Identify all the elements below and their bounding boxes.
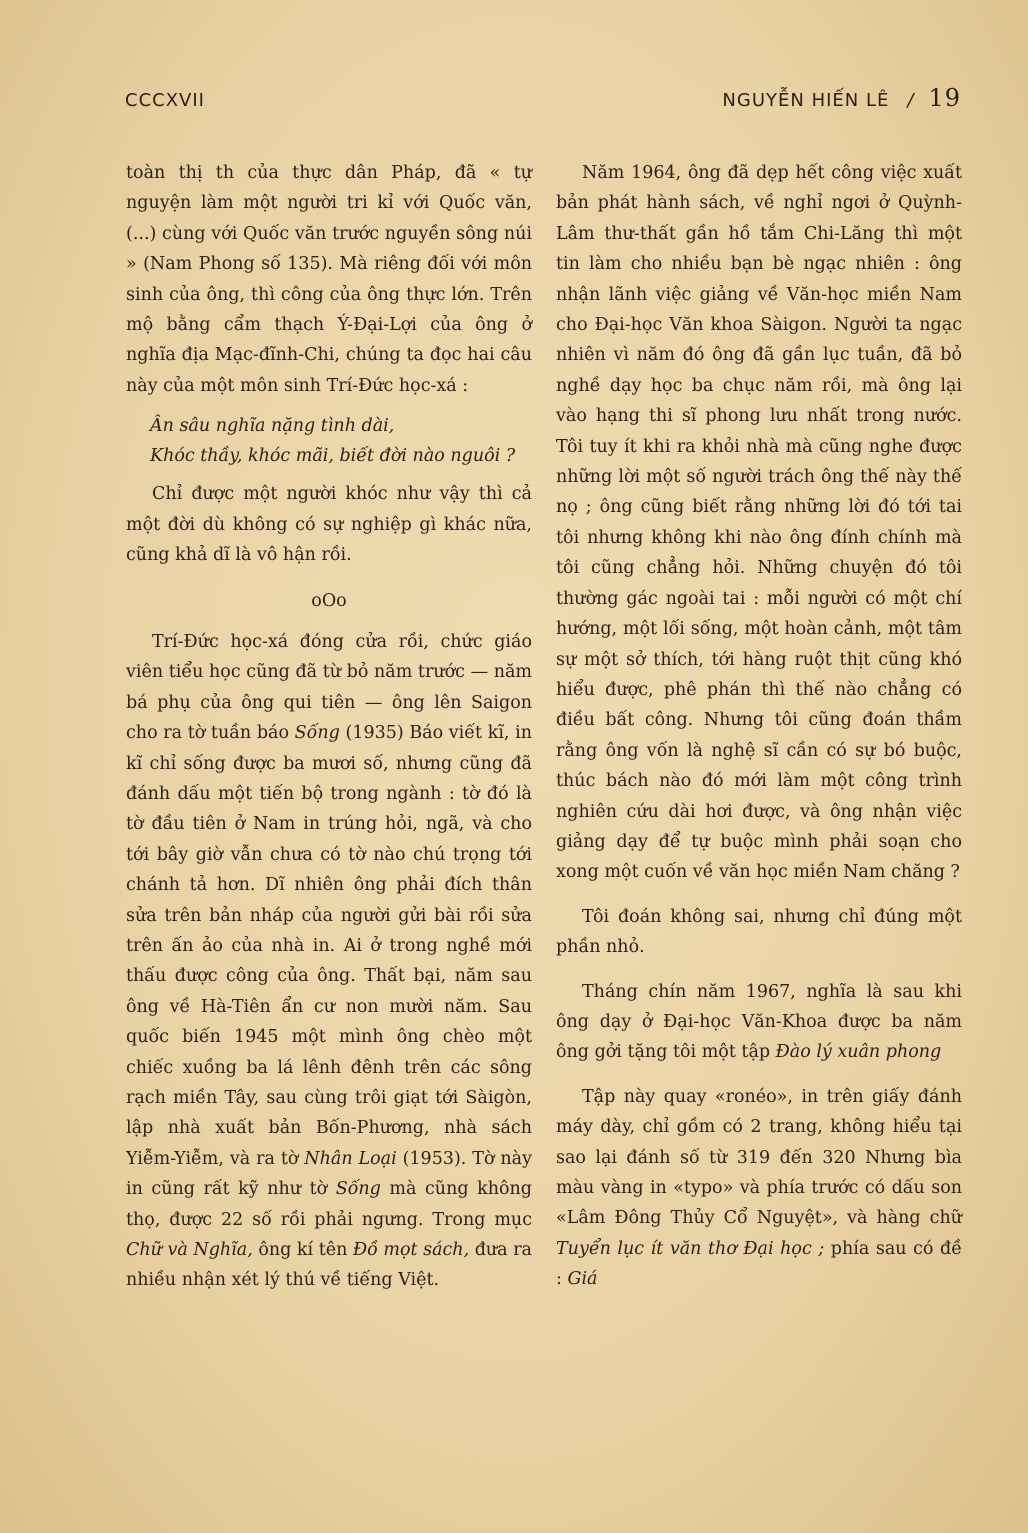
paragraph: Năm 1964, ông đã dẹp hết công việc xuất bản phát hành sách, về nghỉ ngơi ở Quỳnh-Lâm thư-thất gần hồ tắm Chi-Lăng thì một tin làm cho nhiều bạn bè ngạc nhiên : ông nhận lãnh việc giảng về Văn-học miền Nam cho Đại-học Văn khoa Sàigon. Người ta ngạc nhiên vì năm đó ông đã gần lục tuần, đã bỏ nghề dạy học ba chục năm rồi, mà ông lại vào hạng thi sĩ phong lưu nhất trong nước. Tôi tuy ít khi ra khỏi nhà mà cũng nghe được những lời một số người trách ông thế này thế nọ ; ông cũng biết rằng những lời đó tới tai tôi nhưng không khi nào ông đính chính mà tôi cũng chẳng hỏi. Những chuyện đó tôi thường gác ngoài tai : mỗi người có một chí hướng, một lối sống, một hoàn cảnh, một tâm sự một sở thích, tới hàng ruột thịt cũng khó hiểu được, phê phán thì thế nào chẳng có điều bất công. Nhưng tôi cũng đoán thầm rằng ông vốn là nghệ sĩ cần có sự bó buộc, thúc bách nào đó mới làm một công trình nghiên cứu dài hơi được, và ông nhận việc giảng dạy để tự buộc mình phải soạn cho xong một cuốn về văn học miền Nam chăng ? — [556, 163, 962, 883]
paragraph: Chỉ được một người khóc như vậy thì cả một đời dù không có sự nghiệp gì khác nữa, cũng khả dĩ là vô hận rồi. — [126, 484, 532, 566]
verse-line: Ân sâu nghĩa nặng tình dài, — [150, 416, 395, 437]
verse-quote — [150, 411, 532, 471]
book-title: Tuyển lục ít văn thơ Đại học ; — [556, 1238, 825, 1259]
text-run: phía sau có đề : — [556, 1238, 962, 1290]
paragraph — [126, 627, 532, 1296]
paragraph — [556, 977, 962, 1068]
roman-numeral: CCCXVII — [125, 90, 205, 111]
paragraph — [556, 1082, 962, 1295]
text-run: Tháng chín năm 1967, nghĩa là sau khi ông dạy ở Đại-học Văn-Khoa được ba năm ông gởi tặng tôi một tập — [556, 981, 962, 1063]
text-run: (1935) Báo viết kĩ, in kĩ chỉ sống được ba mươi số, nhưng cũng đã đánh dấu một tiến bộ trong ngành : tờ đó là tờ đầu tiên ở Nam in trúng hỏi, ngã, và cho tới bây giờ vẫn chưa có tờ nào chú trọng tới chánh tả hơn. Dĩ nhiên ông phải đích thân sửa trên bản nháp của người gửi bài rồi sửa trên ấn ảo của nhà in. Ai ở trong nghề mới thấu được công của ông. Thất bại, năm sau ông về Hà-Tiên ẩn cư non mười năm. Sau quốc biến 1945 một mình ông chèo một chiếc xuồng ba lá lênh đênh trên các sông rạch miền Tây, sau cùng trôi giạt tới Sàigòn, lập nhà xuất bản Bốn-Phương, nhà sách Yiễm-Yiễm, và ra tờ — [126, 723, 532, 1169]
newspaper-title: Nhân Loại — [304, 1148, 397, 1169]
right-column — [556, 158, 962, 1295]
page-number: 19 — [928, 84, 961, 112]
pen-name: Đồ mọt sách, — [352, 1240, 470, 1260]
running-header — [125, 82, 961, 122]
text-run-italic: Giá — [567, 1269, 598, 1290]
text-run: mà cũng không thọ, được 22 số rồi phải ngưng. Trong mục — [126, 1179, 532, 1230]
verse-line: Khóc thầy, khóc mãi, biết đời nào nguôi ? — [150, 446, 516, 467]
header-right — [722, 84, 961, 112]
book-title: Đào lý xuân phong — [775, 1042, 942, 1063]
paragraph: Tôi đoán không sai, nhưng chỉ đúng một phần nhỏ. — [556, 906, 962, 958]
header-slash: / — [907, 90, 915, 111]
text-run: (1953). Tờ này in cũng rất kỹ như tờ — [126, 1148, 532, 1200]
newspaper-title: Sống — [335, 1179, 381, 1200]
text-run: Trí-Đức học-xá đóng cửa rồi, chức giáo viên tiểu học cũng đã từ bỏ năm trước — năm bá phụ của ông qui tiên — ông lên Saigon cho ra tờ tuần báo — [126, 631, 532, 744]
left-column — [126, 158, 532, 1296]
text-run: ông kí tên — [252, 1240, 353, 1260]
text-run: đưa ra nhiều nhận xét lý thú về tiếng Việt. — [126, 1240, 532, 1291]
column-title: Chữ và Nghĩa, — [126, 1240, 253, 1260]
newspaper-title: Sống — [294, 723, 340, 744]
paragraph: toàn thị th của thực dân Pháp, đã « tự nguyện làm một người tri kỉ với Quốc văn, (...) cùng với Quốc văn trước nguyền sông núi » (Nam Phong số 135). Mà riêng đối với môn sinh của ông, thì công của ông thực lớn. Trên mộ bằng cẩm thạch Ý-Đại-Lợi của ông ở nghĩa địa Mạc-đĩnh-Chi, chúng ta đọc hai câu này của một môn sinh Trí-Đức học-xá : — [126, 163, 532, 396]
text-run: Tập này quay «ronéo», in trên giấy đánh máy dày, chỉ gồm có 2 trang, không hiểu tại sao lại đánh số từ 319 đến 320 Nhưng bìa màu vàng in «typo» và phía trước có dấu son «Lâm Đông Thủy Cổ Nguyệt», và hàng chữ — [556, 1086, 962, 1229]
author-name: NGUYỄN HIẾN LÊ — [722, 90, 890, 111]
section-separator: oOo — [311, 591, 347, 612]
